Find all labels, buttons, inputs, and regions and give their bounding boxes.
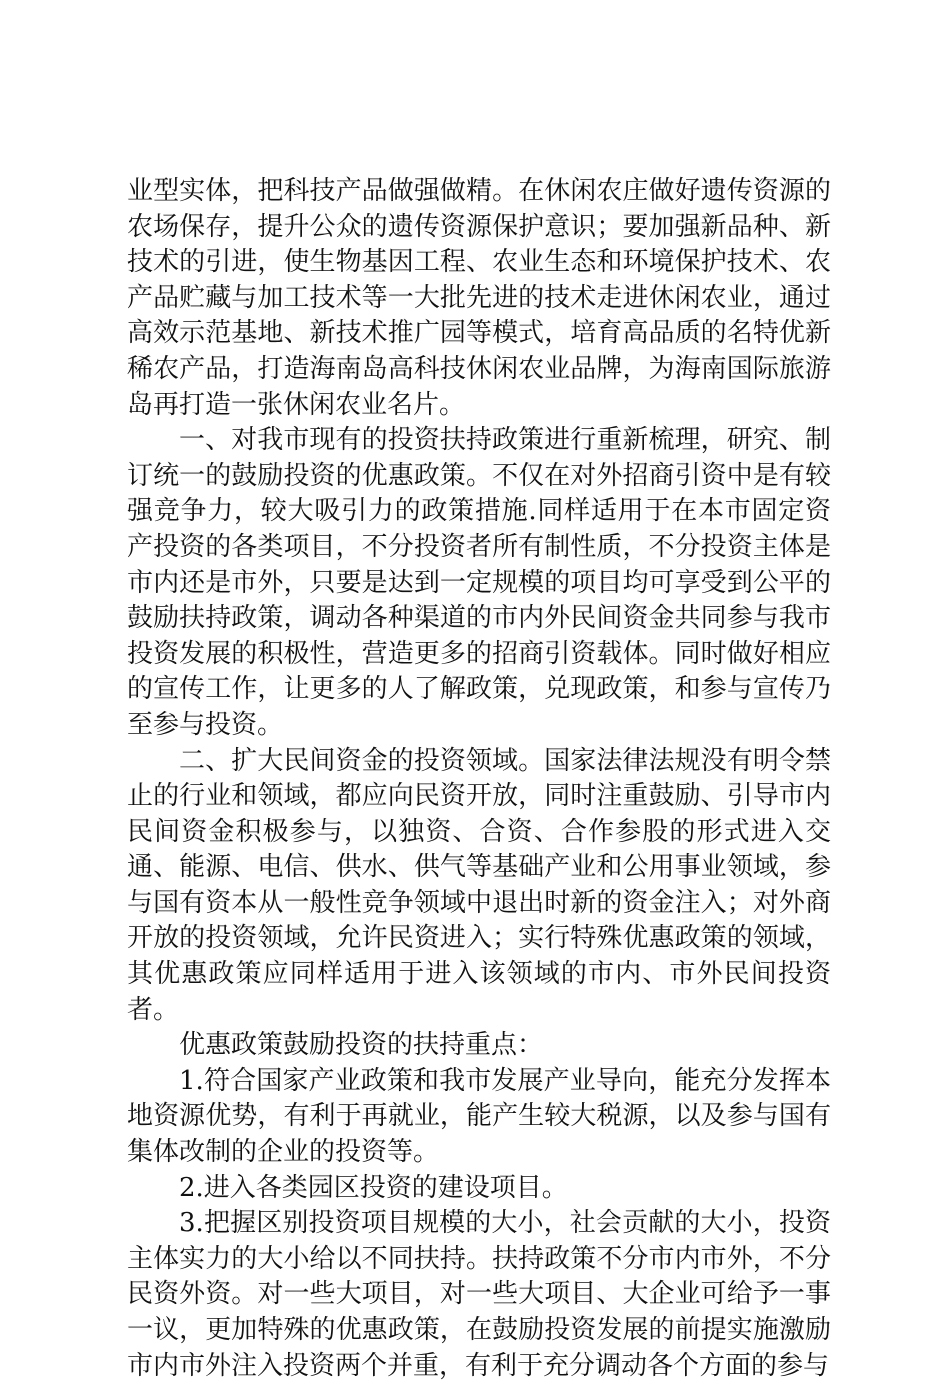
paragraph-7: 3.把握区别投资项目规模的大小，社会贡献的大小，投资主体实力的大小给以不同扶持。扶持政策不分市内市外，不分民资外资。对一些大项目，对一些大项目、大企业可给予一事一议，更加特殊的优惠政策，在鼓励投资发展的前提实施激励市内市外注入投资两个并重，有利于充分调动各个方面的参与 (127, 1208, 831, 1381)
paragraph-1: 业型实体，把科技产品做强做精。在休闲农庄做好遗传资源的农场保存，提升公众的遗传资源保护意识；要加强新品种、新技术的引进，使生物基因工程、农业生态和环境保护技术、农产品贮藏与加工技术等一大批先进的技术走进休闲农业，通过高效示范基地、新技术推广园等模式，培育高品质的名特优新稀农产品，打造海南岛高科技休闲农业品牌，为海南国际旅游岛再打造一张休闲农业名片。 (127, 176, 831, 420)
document-body (127, 174, 831, 1384)
paragraph-4: 优惠政策鼓励投资的扶持重点： (179, 1030, 544, 1061)
paragraph-2: 一、对我市现有的投资扶持政策进行重新梳理，研究、制订统一的鼓励投资的优惠政策。不仅在对外招商引资中是有较强竞争力，较大吸引力的政策措施.同样适用于在本市固定资产投资的各类项目，不分投资者所有制性质，不分投资主体是市内还是市外，只要是达到一定规模的项目均可享受到公平的鼓励扶持政策，调动各种渠道的市内外民间资金共同参与我市投资发展的积极性，营造更多的招商引资载体。同时做好相应的宣传工作，让更多的人了解政策，兑现政策，和参与宣传乃至参与投资。 (127, 425, 831, 740)
paragraph-3: 二、扩大民间资金的投资领域。国家法律法规没有明令禁止的行业和领域，都应向民资开放，同时注重鼓励、引导市内民间资金积极参与，以独资、合资、合作参股的形式进入交通、能源、电信、供水、供气等基础产业和公用事业领域，参与国有资本从一般性竞争领域中退出时新的资金注入；对外商开放的投资领域，允许民资进入；实行特殊优惠政策的领域，其优惠政策应同样适用于进入该领域的市内、市外民间投资者。 (127, 745, 831, 1025)
paragraph-5: 1.符合国家产业政策和我市发展产业导向，能充分发挥本地资源优势，有利于再就业，能产生较大税源，以及参与国有集体改制的企业的投资等。 (127, 1065, 831, 1168)
paragraph-6: 2.进入各类园区投资的建设项目。 (179, 1172, 568, 1203)
